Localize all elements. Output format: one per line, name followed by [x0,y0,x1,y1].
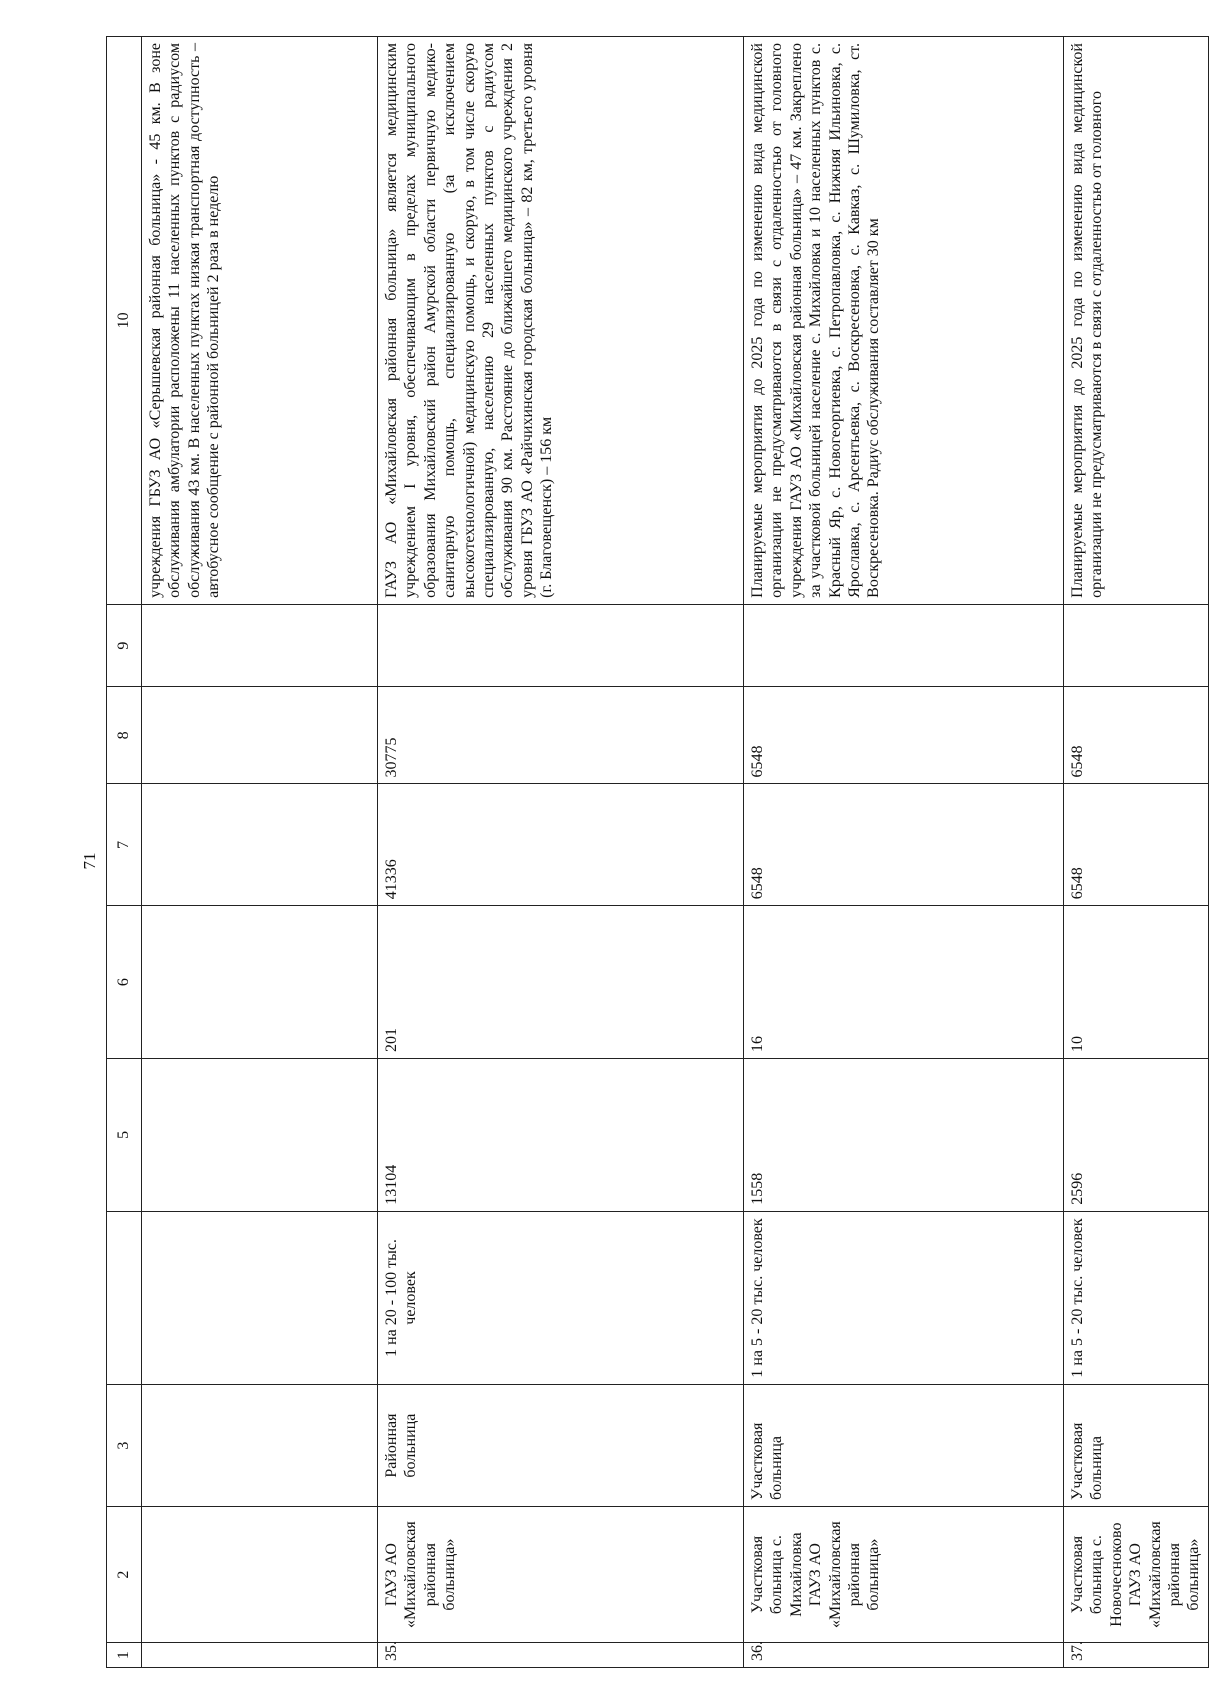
cell-col8: 30775 [378,687,744,784]
cell-empty [142,1385,378,1507]
cell-type: Районная больница [378,1385,744,1507]
table-row [378,37,744,1668]
header-row [107,37,142,1668]
cell-col8: 6548 [1064,687,1209,784]
cell-col7: 6548 [744,784,1064,906]
cell-col5: 2596 [1064,1059,1209,1212]
cell-organization: Участковая больница с. Новочесноково ГАУЗ АО «Михайловская районная больница» [1064,1506,1209,1642]
cell-type: Участковая больница [1064,1385,1209,1507]
cell-col7: 6548 [1064,784,1209,906]
header-col-2: 2 [107,1506,142,1642]
cell-empty [142,906,378,1059]
header-col-5: 5 [107,1059,142,1212]
cell-empty [142,784,378,906]
table-row [1064,37,1209,1668]
cell-note: Планируемые мероприятия до 2025 года по изменению вида медицинской организации не предусматриваются в связи с отдаленностью от головного учреждения ГАУЗ АО «Михайловская районная больница» – 47 км. Закреплено за участковой больницей население с. Михайловка и 10 населенных пунктов с. Красный Яр, с. Новогеоргиевка, с. Петропавловка, с. Нижняя Ильиновка, с. Ярославка, с. Арсентьевка, с. Воскресеновка, с. Кавказ, с. Шумиловка, ст. Воскресеновка. Радиус обслуживания составляет 30 км [744,37,1064,605]
cell-col6: 16 [744,906,1064,1059]
header-col-1: 1 [107,1643,142,1668]
table-row [744,37,1064,1668]
cell-empty [142,1643,378,1668]
cell-col5: 1558 [744,1059,1064,1212]
cell-norm: 1 на 5 - 20 тыс. человек [744,1211,1064,1384]
page-number: 71 [80,852,99,870]
cell-empty [142,604,378,687]
cell-col7: 41336 [378,784,744,906]
header-col-4 [107,1211,142,1384]
cell-empty [142,1211,378,1384]
cell-type: Участковая больница [744,1385,1064,1507]
cell-col8: 6548 [744,687,1064,784]
header-col-9: 9 [107,604,142,687]
cell-col6: 10 [1064,906,1209,1059]
cell-empty [142,1506,378,1642]
header-col-10: 10 [107,37,142,605]
cell-col6: 201 [378,906,744,1059]
header-col-6: 6 [107,906,142,1059]
cell-norm: 1 на 5 - 20 тыс. человек [1064,1211,1209,1384]
cell-norm: 1 на 20 - 100 тыс. человек [378,1211,744,1384]
rotated-page-content [106,36,1203,1668]
header-col-7: 7 [107,784,142,906]
cell-col9 [744,604,1064,687]
cell-organization: ГАУЗ АО «Михайловская районная больница» [378,1506,744,1642]
cell-empty [142,687,378,784]
cell-number: 36. [744,1643,1064,1668]
header-col-3: 3 [107,1385,142,1507]
cell-note: ГАУЗ АО «Михайловская районная больница» является медицинским учреждением I уровня, обеспечивающим в пределах муниципального образования Михайловский район Амурской области первичную медико-санитарную помощь, специализированную (за исключением высокотехнологичной) медицинскую помощь, и скорую, в том числе скорую специализированную, населению 29 населенных пунктов с радиусом обслуживания 90 км. Расстояние до ближайшего медицинского учреждения 2 уровня ГБУЗ АО «Райчихинская городская больница» – 82 км, третьего уровня (г. Благовещенск) – 156 км [378,37,744,605]
cell-organization: Участковая больница с. Михайловка ГАУЗ АО «Михайловская районная больница» [744,1506,1064,1642]
hospital-table [106,36,1209,1668]
cell-empty [142,1059,378,1212]
cell-col5: 13104 [378,1059,744,1212]
cell-note: Планируемые мероприятия до 2025 года по изменению вида медицинской организации не предусматриваются в связи с отдаленностью от головного [1064,37,1209,605]
cell-col9 [1064,604,1209,687]
table-row-continuation [142,37,378,1668]
cell-note: учреждения ГБУЗ АО «Серышевская районная больница» - 45 км. В зоне обслуживания амбулатории расположены 11 населенных пунктов с радиусом обслуживания 43 км. В населенных пунктах низкая транспортная доступность –автобусное сообщение с районной больницей 2 раза в неделю [142,37,378,605]
cell-col9 [378,604,744,687]
cell-number: 37. [1064,1643,1209,1668]
header-col-8: 8 [107,687,142,784]
cell-number: 35. [378,1643,744,1668]
